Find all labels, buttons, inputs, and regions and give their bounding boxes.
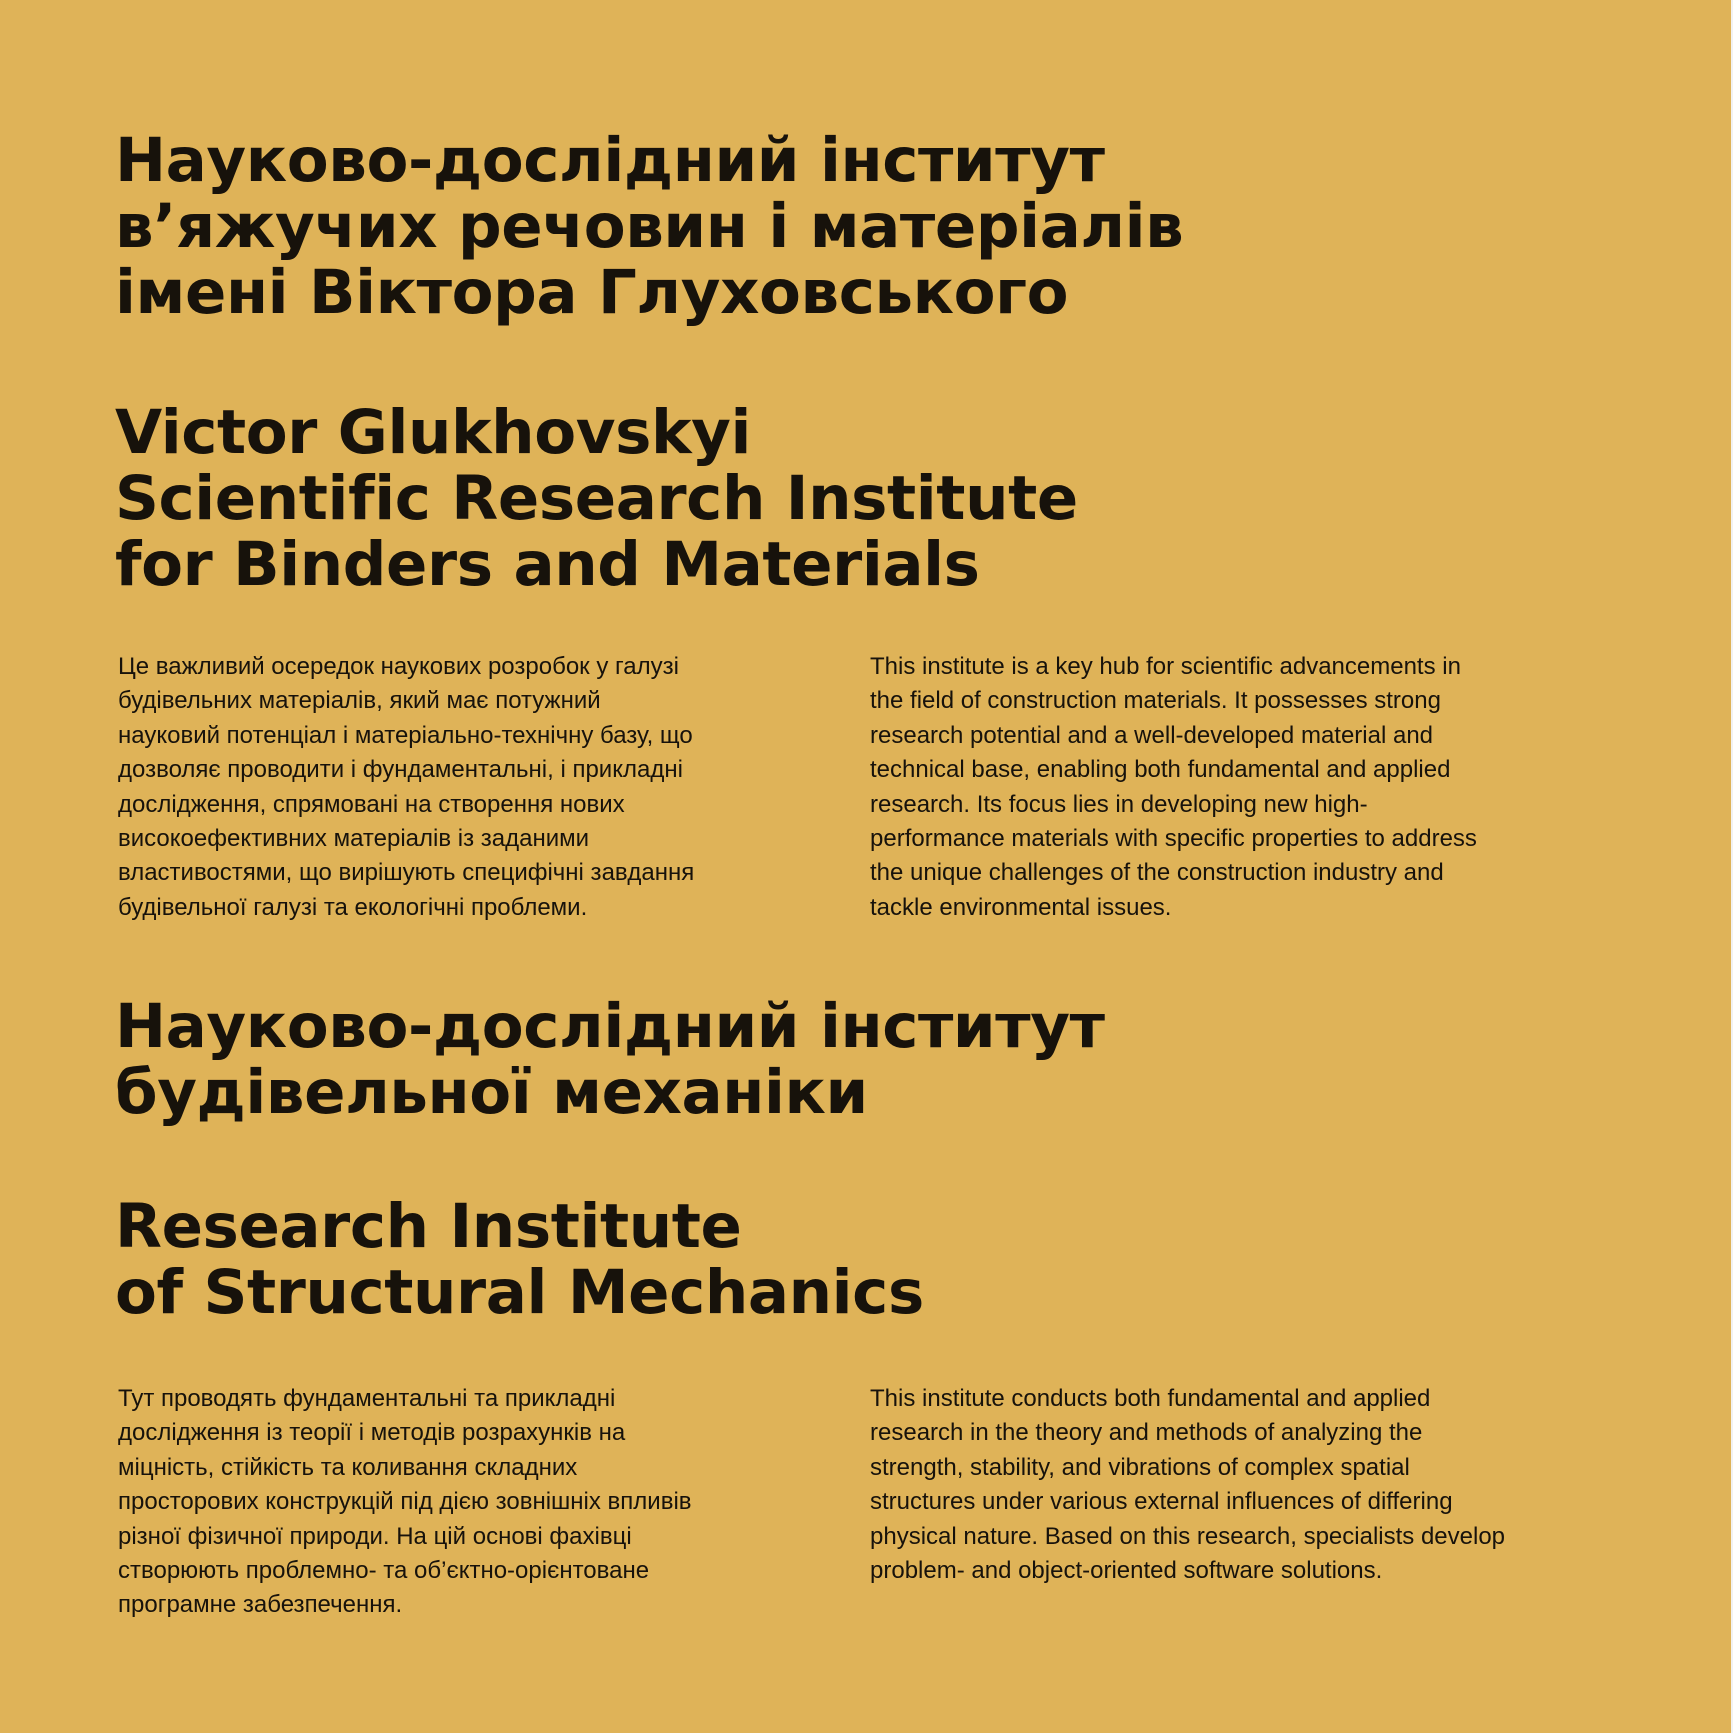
institute-1-description-en — [870, 650, 1477, 925]
text-line: створюють проблемно- та об’єктно-орієнтоване — [118, 1557, 650, 1585]
text-line: дослідження із теорії і методів розрахунків на — [118, 1419, 626, 1447]
institute-2-description-en — [870, 1382, 1505, 1588]
text-line: будівельної галузі та екологічні проблеми. — [118, 893, 588, 921]
text-line: просторових конструкцій під дією зовнішніх впливів — [118, 1488, 692, 1516]
text-line: властивостями, що вирішують специфічні завдання — [118, 859, 695, 887]
text-line: різної фізичної природи. На цій основі фахівці — [118, 1522, 632, 1550]
text-line: problem- and object-oriented software solutions. — [870, 1557, 1383, 1585]
text-line: дослідження, спрямовані на створення нових — [118, 790, 625, 818]
title-line: for Binders and Materials — [115, 529, 980, 600]
text-line: technical base, enabling both fundamental and applied — [870, 756, 1451, 784]
institute-2-title-en — [115, 1191, 924, 1328]
text-line: the field of construction materials. It possesses strong — [870, 687, 1441, 715]
title-line: Науково-дослідний інститут — [115, 991, 1105, 1062]
text-line: будівельних матеріалів, який має потужний — [118, 687, 601, 715]
text-line: tackle environmental issues. — [870, 893, 1172, 921]
institute-2-description-uk — [118, 1382, 692, 1623]
institute-1-title-en — [115, 397, 1078, 600]
text-line: Це важливий осередок наукових розробок у галузі — [118, 653, 679, 680]
title-line: Research Institute — [115, 1191, 742, 1262]
text-line: міцність, стійкість та коливання складних — [118, 1453, 578, 1481]
text-line: research potential and a well-developed material and — [870, 721, 1434, 749]
institute-1-title-uk — [115, 125, 1184, 328]
text-line: науковий потенціал і матеріально-технічну базу, що — [118, 721, 693, 749]
text-line: performance materials with specific properties to address — [870, 825, 1477, 853]
text-line: research. Its focus lies in developing new high- — [870, 790, 1368, 818]
text-line: research in the theory and methods of analyzing the — [870, 1419, 1423, 1447]
text-line: Тут проводять фундаментальні та прикладні — [118, 1385, 616, 1412]
title-line: of Structural Mechanics — [115, 1257, 924, 1328]
text-line: програмне забезпечення. — [118, 1591, 403, 1619]
text-line: високоефективних матеріалів із заданими — [118, 825, 590, 853]
title-line: Victor Glukhovskyi — [115, 397, 752, 468]
text-line: structures under various external influences of differing — [870, 1488, 1453, 1516]
title-line: Scientific Research Institute — [115, 463, 1078, 534]
text-line: the unique challenges of the construction industry and — [870, 859, 1444, 887]
title-line: будівельної механіки — [115, 1057, 868, 1128]
text-line: дозволяє проводити і фундаментальні, і прикладні — [118, 756, 683, 784]
title-line: Науково-дослідний інститут — [115, 125, 1105, 196]
institute-1-description-uk — [118, 650, 694, 925]
institute-2-title-uk — [115, 991, 1105, 1128]
text-line: This institute is a key hub for scientific advancements in — [870, 653, 1461, 680]
text-line: strength, stability, and vibrations of complex spatial — [870, 1453, 1410, 1481]
text-line: This institute conducts both fundamental and applied — [870, 1385, 1431, 1412]
text-line: physical nature. Based on this research, specialists develop — [870, 1522, 1506, 1550]
title-line: імені Віктора Глуховського — [115, 257, 1069, 328]
title-line: в’яжучих речовин і матеріалів — [115, 191, 1184, 262]
